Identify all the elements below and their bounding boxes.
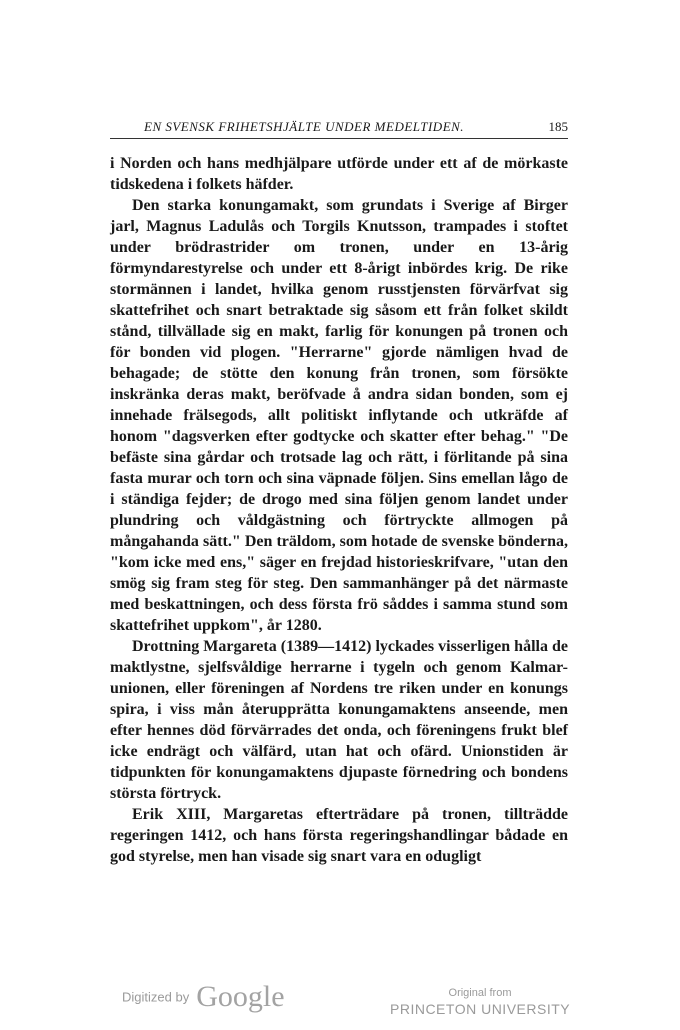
original-from-label: Original from: [448, 987, 512, 999]
google-logo: Google: [196, 980, 285, 1013]
running-head: EN SVENSK FRIHETSHJÄLTE UNDER MEDELTIDEN.: [144, 119, 465, 134]
page-header: [110, 116, 568, 139]
paragraph: Den starka konungamakt, som grundats i Sverige af Birger jarl, Magnus Ladulås och Torgils Knutsson, trampades i stoftet under brödrastrider om tronen, under en 13-årig förmyndarestyrelse och under ett 8-årigt inbördes krig. De rike stormännen i landet, hvilka genom russtjensten förvärfvat sig skattefrihet och snart betraktade sig såsom ett från folket skildt stånd, tillvällade sig en makt, farlig för konungen på tronen och för bonden vid plogen. "Herrarne" gjorde nämligen hvad de behagade; de stötte den konung från tronen, som försökte inskränka deras makt, beröfvade å andra sidan bonden, som ej innehade frälsegods, allt politiskt inflytande och utkräfde af honom "dagsverken efter godtycke och skatter efter behag." "De befäste sina gårdar och trotsade lag och rätt, i förlitande på sina fasta murar och torn och sina väpnade följen. Sins emellan lågo de i ständiga fejder; de drogo med sina följen genom landet under plundring och våldgästning och förtryckte allmogen på mångahanda sätt." Den träldom, som hotade de svenske bönderna, "kom icke med ens," säger en frejdad historieskrifvare, "utan den smög sig fram steg för steg. Den sammanhänger på det närmaste med beskattningen, och dess första frö såddes i samma stund som skattefrihet uppkom", år 1280.: [110, 197, 568, 634]
page-number: 185: [548, 119, 568, 134]
original-from-watermark: [390, 986, 570, 1018]
digitized-by-watermark: [122, 980, 285, 1014]
digitized-by-label: Digitized by: [122, 989, 190, 1005]
paragraph: Drottning Margareta (1389—1412) lyckades visserligen hålla de maktlystne, sjelfsvåldige herrarne i tygeln och genom Kalmar-unionen, eller föreningen af Nordens tre riken under en konungs spira, i viss mån återupprätta konungamaktens anseende, men efter hennes död förvärrades det onda, och föreningens frukt blef icke endrägt och välfärd, utan hat och ofärd. Unionstiden är tidpunkten för konungamaktens djupaste förnedring och bondens största förtryck.: [110, 638, 568, 802]
paragraph-continuation: i Norden och hans medhjälpare utförde under ett af de mörkaste tidskedena i folkets häfder.: [110, 155, 568, 193]
body-text: [110, 153, 568, 867]
paragraph: Erik XIII, Margaretas efterträdare på tronen, tillträdde regeringen 1412, och hans första regeringshandlingar bådade en god styrelse, men han visade sig snart vara en odugligt: [110, 806, 568, 865]
institution-label: PRINCETON UNIVERSITY: [390, 1001, 571, 1017]
